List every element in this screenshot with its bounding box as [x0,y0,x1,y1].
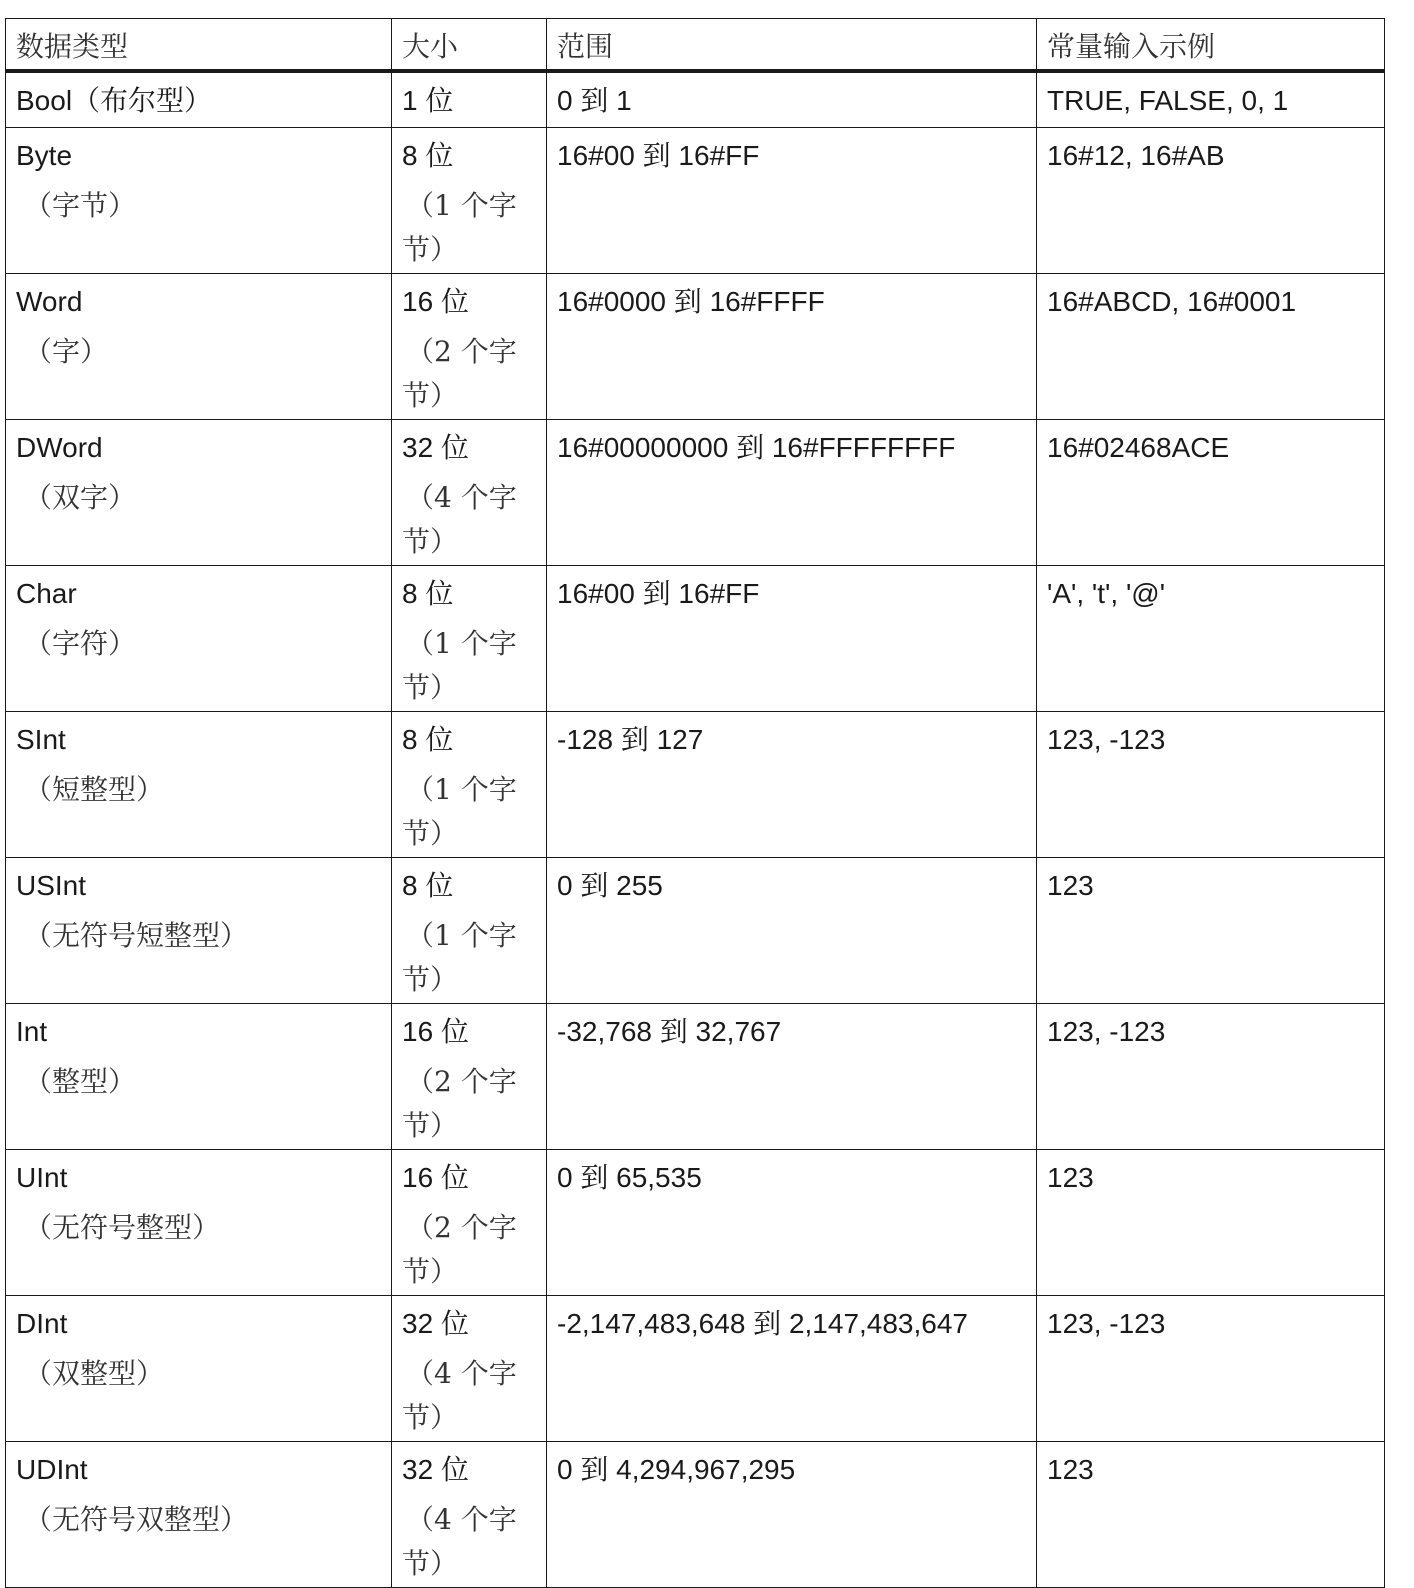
cell-example [1037,1149,1385,1295]
cell-example [1037,71,1385,127]
cell-data-type [6,419,392,565]
size-bytes-label: （2 个字 [406,1064,517,1098]
header-constant-example: 常量输入示例 [1037,19,1385,72]
range-value: -2,147,483,648 到 2,147,483,647 [557,1307,969,1339]
size-bytes-label: （1 个字 [406,772,517,806]
cell-data-type [6,273,392,419]
cell-example [1037,711,1385,857]
example-value: 'A', 't', '@' [1047,577,1166,609]
header-size: 大小 [392,19,547,72]
data-type-label: UDInt [16,1453,88,1485]
cell-range [547,1149,1037,1295]
data-type-cn-label: （短整型） [24,772,165,806]
size-bytes-label: （1 个字 [406,188,517,222]
table-row [6,565,1385,711]
cell-size [392,1003,547,1149]
data-type-cn-label: （双整型） [24,1356,165,1390]
size-label: 16 位 [402,1015,469,1047]
header-range: 范围 [547,19,1037,72]
table-header [6,19,1385,72]
cell-example [1037,565,1385,711]
table-row [6,273,1385,419]
cell-range [547,127,1037,273]
size-label: 8 位 [402,723,454,755]
range-value: -128 到 127 [557,723,704,755]
size-bytes-label-cont: 节） [402,816,459,850]
size-label: 1 位 [402,85,454,116]
size-label: 8 位 [402,577,454,609]
size-bytes-label-cont: 节） [402,962,459,996]
size-bytes-label-cont: 节） [402,1400,459,1434]
size-bytes-label-cont: 节） [402,1546,459,1580]
table-row [6,71,1385,127]
cell-data-type [6,127,392,273]
data-type-label: Int [16,1015,48,1047]
example-value: TRUE, FALSE, 0, 1 [1047,85,1289,116]
data-type-label: Char [16,577,77,609]
example-value: 16#12, 16#AB [1047,139,1225,171]
cell-range [547,857,1037,1003]
size-bytes-label-cont: 节） [402,232,459,266]
cell-size [392,1149,547,1295]
size-label: 8 位 [402,869,454,901]
data-type-cn-label: （无符号整型） [24,1210,221,1244]
cell-example [1037,419,1385,565]
size-bytes-label: （1 个字 [406,626,517,660]
example-value: 16#02468ACE [1047,431,1230,463]
table-row [6,1003,1385,1149]
data-type-cn-label: （字） [24,334,109,368]
cell-size [392,127,547,273]
cell-data-type [6,1003,392,1149]
cell-size [392,419,547,565]
example-value: 123 [1047,1453,1094,1485]
data-type-cn-label: （整型） [24,1064,137,1098]
data-types-table [5,18,1385,1588]
range-value: -32,768 到 32,767 [557,1015,782,1047]
cell-data-type [6,1441,392,1587]
size-label: 32 位 [402,1307,469,1339]
table-row [6,1441,1385,1587]
cell-range [547,565,1037,711]
cell-range [547,419,1037,565]
data-type-label: Byte [16,139,73,171]
size-bytes-label-cont: 节） [402,524,459,558]
size-bytes-label-cont: 节） [402,1108,459,1142]
data-type-cn-label: （字节） [24,188,137,222]
size-bytes-label-cont: 节） [402,1254,459,1288]
size-bytes-label: （4 个字 [406,480,517,514]
cell-example [1037,127,1385,273]
cell-data-type [6,71,392,127]
header-data-type: 数据类型 [6,19,392,72]
cell-range [547,1441,1037,1587]
size-bytes-label: （4 个字 [406,1356,517,1390]
size-label: 16 位 [402,285,469,317]
cell-range [547,273,1037,419]
range-value: 16#00 到 16#FF [557,139,760,171]
cell-example [1037,273,1385,419]
cell-data-type [6,565,392,711]
cell-size [392,273,547,419]
example-value: 123 [1047,869,1094,901]
data-type-cn-label: （无符号双整型） [24,1502,249,1536]
size-bytes-label: （1 个字 [406,918,517,952]
example-value: 16#ABCD, 16#0001 [1047,285,1297,317]
range-value: 16#00000000 到 16#FFFFFFFF [557,431,956,463]
table-row [6,127,1385,273]
size-label: 32 位 [402,431,469,463]
size-bytes-label-cont: 节） [402,378,459,412]
range-value: 0 到 255 [557,869,663,901]
cell-example [1037,1295,1385,1441]
size-bytes-label: （2 个字 [406,1210,517,1244]
size-label: 8 位 [402,139,454,171]
data-type-cn-label: （字符） [24,626,137,660]
table-row [6,1149,1385,1295]
table-row [6,419,1385,565]
cell-size [392,1295,547,1441]
cell-range [547,71,1037,127]
data-type-cn-label: （双字） [24,480,137,514]
range-value: 16#00 到 16#FF [557,577,760,609]
size-bytes-label: （4 个字 [406,1502,517,1536]
example-value: 123, -123 [1047,723,1166,755]
size-label: 32 位 [402,1453,469,1485]
range-value: 0 到 1 [557,85,632,116]
size-label: 16 位 [402,1161,469,1193]
cell-data-type [6,857,392,1003]
header-row [6,19,1385,72]
example-value: 123, -123 [1047,1307,1166,1339]
cell-size [392,857,547,1003]
data-types-table-container [5,18,1384,1588]
cell-data-type [6,711,392,857]
range-value: 16#0000 到 16#FFFF [557,285,825,317]
data-type-label: UInt [16,1161,68,1193]
data-type-label: SInt [16,723,66,755]
cell-size [392,565,547,711]
data-type-label: DWord [16,431,103,463]
data-type-label: Bool（布尔型） [16,85,213,116]
cell-example [1037,1003,1385,1149]
table-row [6,857,1385,1003]
cell-size [392,711,547,857]
data-type-cn-label: （无符号短整型） [24,918,249,952]
range-value: 0 到 4,294,967,295 [557,1453,796,1485]
data-type-label: Word [16,285,83,317]
cell-size [392,71,547,127]
cell-range [547,1295,1037,1441]
range-value: 0 到 65,535 [557,1161,702,1193]
cell-example [1037,857,1385,1003]
table-body [6,71,1385,1587]
table-row [6,711,1385,857]
cell-data-type [6,1295,392,1441]
cell-size [392,1441,547,1587]
cell-range [547,1003,1037,1149]
size-bytes-label-cont: 节） [402,670,459,704]
cell-example [1037,1441,1385,1587]
table-row [6,1295,1385,1441]
cell-range [547,711,1037,857]
data-type-label: USInt [16,869,87,901]
data-type-label: DInt [16,1307,68,1339]
example-value: 123, -123 [1047,1015,1166,1047]
example-value: 123 [1047,1161,1094,1193]
size-bytes-label: （2 个字 [406,334,517,368]
cell-data-type [6,1149,392,1295]
